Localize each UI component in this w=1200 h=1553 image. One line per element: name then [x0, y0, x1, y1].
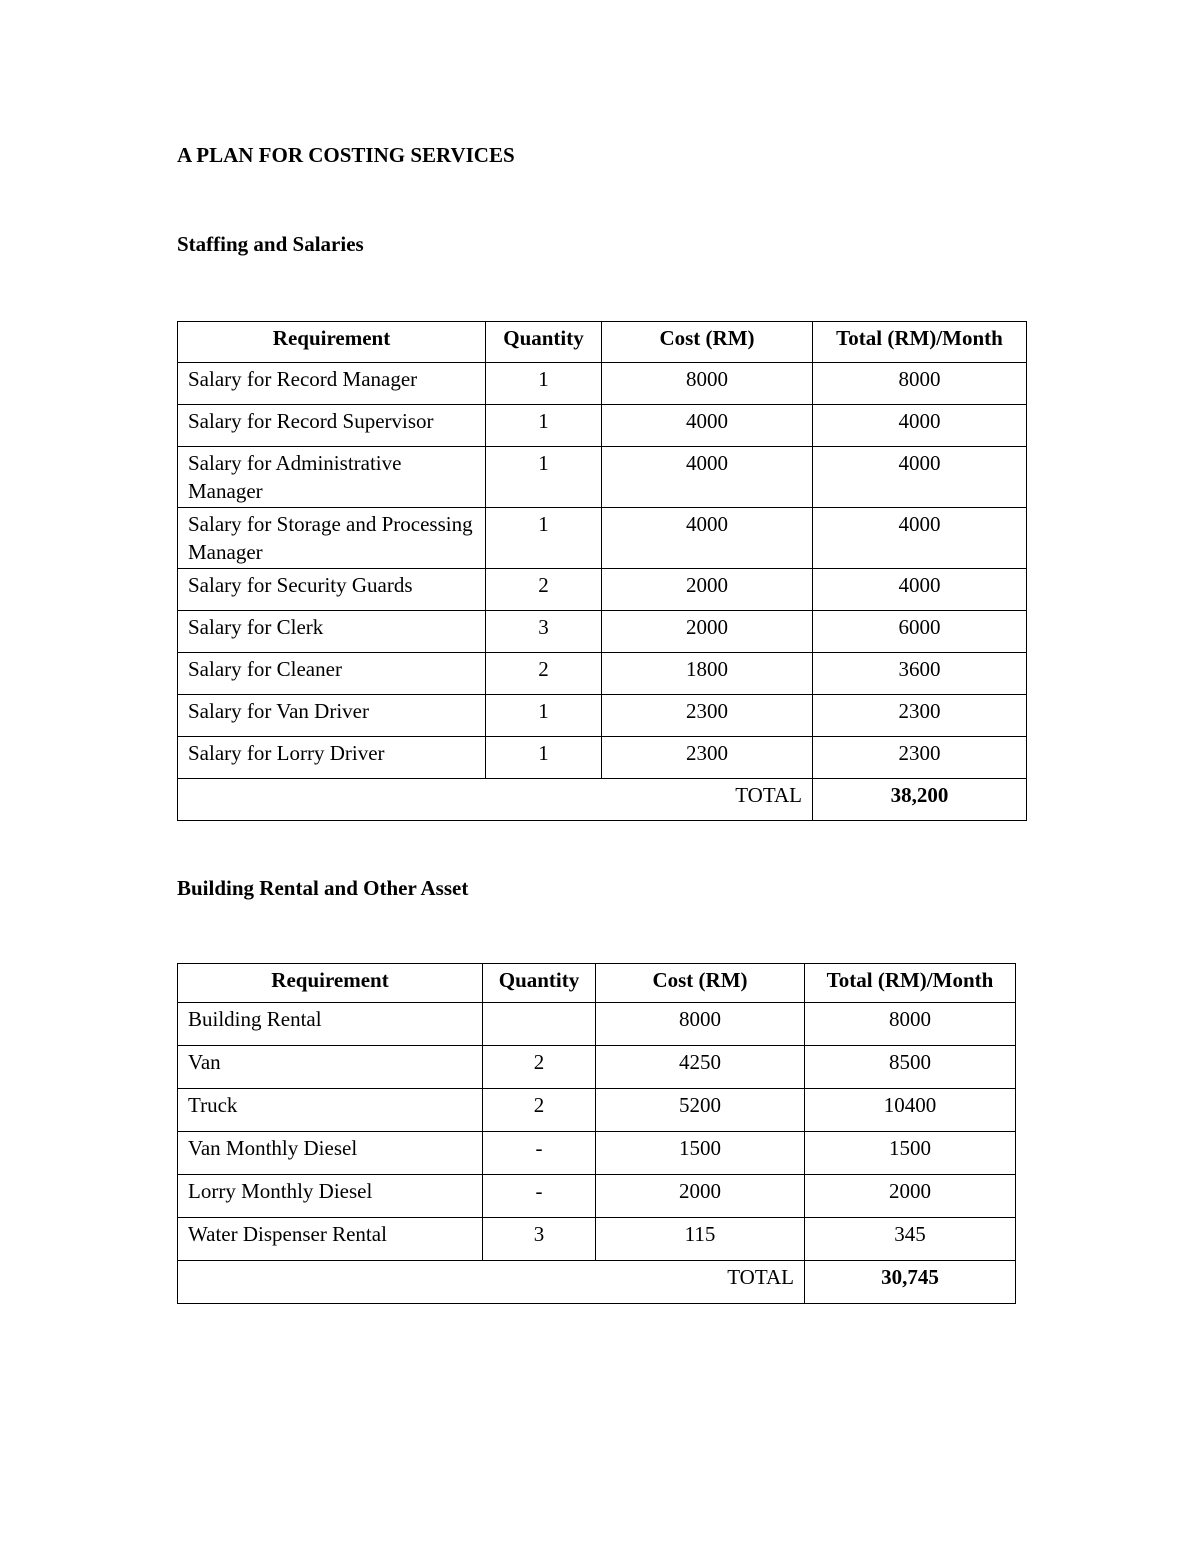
requirement-cell: Salary for Cleaner	[178, 653, 486, 695]
total-cell: 345	[805, 1218, 1016, 1261]
table-row	[178, 1132, 1016, 1175]
table-row	[178, 363, 1027, 405]
cost-cell: 1800	[602, 653, 813, 695]
total-cell: 2300	[813, 737, 1027, 779]
table-header-row	[178, 964, 1016, 1003]
quantity-cell: 3	[483, 1218, 596, 1261]
cost-cell: 1500	[596, 1132, 805, 1175]
requirement-cell: Salary for Record Supervisor	[178, 405, 486, 447]
quantity-cell: 1	[486, 447, 602, 508]
total-cell: 1500	[805, 1132, 1016, 1175]
cost-cell: 4000	[602, 405, 813, 447]
column-header-total-month: Total (RM)/Month	[813, 322, 1027, 363]
quantity-cell: -	[483, 1132, 596, 1175]
requirement-cell: Lorry Monthly Diesel	[178, 1175, 483, 1218]
column-header-cost: Cost (RM)	[596, 964, 805, 1003]
requirement-cell: Salary for Lorry Driver	[178, 737, 486, 779]
total-label: TOTAL	[178, 1261, 805, 1304]
quantity-cell: 2	[483, 1089, 596, 1132]
cost-cell: 2300	[602, 737, 813, 779]
quantity-cell: 2	[483, 1046, 596, 1089]
total-cell: 8500	[805, 1046, 1016, 1089]
total-row	[178, 779, 1027, 821]
requirement-cell: Van	[178, 1046, 483, 1089]
quantity-cell: 1	[486, 405, 602, 447]
section-heading-staffing: Staffing and Salaries	[177, 232, 364, 256]
cost-cell: 8000	[602, 363, 813, 405]
quantity-cell: 1	[486, 363, 602, 405]
quantity-cell: 1	[486, 737, 602, 779]
staffing-table	[177, 321, 1027, 821]
table-row	[178, 1089, 1016, 1132]
quantity-cell	[483, 1003, 596, 1046]
requirement-cell: Salary for Administrative Manager	[178, 447, 486, 508]
table-row	[178, 653, 1027, 695]
table-row	[178, 447, 1027, 508]
table-row	[178, 1175, 1016, 1218]
column-header-requirement: Requirement	[178, 322, 486, 363]
total-cell: 4000	[813, 405, 1027, 447]
quantity-cell: 2	[486, 569, 602, 611]
total-cell: 4000	[813, 569, 1027, 611]
total-cell: 8000	[805, 1003, 1016, 1046]
column-header-requirement: Requirement	[178, 964, 483, 1003]
total-value: 30,745	[805, 1261, 1016, 1304]
cost-cell: 5200	[596, 1089, 805, 1132]
requirement-cell: Salary for Van Driver	[178, 695, 486, 737]
cost-cell: 2000	[596, 1175, 805, 1218]
cost-cell: 4000	[602, 508, 813, 569]
requirement-cell: Water Dispenser Rental	[178, 1218, 483, 1261]
total-cell: 10400	[805, 1089, 1016, 1132]
table-row	[178, 611, 1027, 653]
total-label: TOTAL	[178, 779, 813, 821]
total-cell: 2000	[805, 1175, 1016, 1218]
quantity-cell: 1	[486, 695, 602, 737]
cost-cell: 2300	[602, 695, 813, 737]
cost-cell: 8000	[596, 1003, 805, 1046]
table-row	[178, 508, 1027, 569]
quantity-cell: -	[483, 1175, 596, 1218]
total-cell: 4000	[813, 508, 1027, 569]
cost-cell: 4000	[602, 447, 813, 508]
table-row	[178, 695, 1027, 737]
cost-cell: 4250	[596, 1046, 805, 1089]
quantity-cell: 1	[486, 508, 602, 569]
total-cell: 4000	[813, 447, 1027, 508]
total-cell: 3600	[813, 653, 1027, 695]
column-header-cost: Cost (RM)	[602, 322, 813, 363]
quantity-cell: 3	[486, 611, 602, 653]
requirement-cell: Salary for Storage and Processing Manager	[178, 508, 486, 569]
total-cell: 2300	[813, 695, 1027, 737]
total-cell: 8000	[813, 363, 1027, 405]
table-row	[178, 569, 1027, 611]
section-heading-building: Building Rental and Other Asset	[177, 876, 469, 900]
column-header-quantity: Quantity	[486, 322, 602, 363]
total-row	[178, 1261, 1016, 1304]
table-row	[178, 1003, 1016, 1046]
requirement-cell: Truck	[178, 1089, 483, 1132]
cost-cell: 115	[596, 1218, 805, 1261]
table-row	[178, 1046, 1016, 1089]
column-header-quantity: Quantity	[483, 964, 596, 1003]
building-table	[177, 963, 1016, 1304]
total-cell: 6000	[813, 611, 1027, 653]
requirement-cell: Salary for Security Guards	[178, 569, 486, 611]
table-row	[178, 737, 1027, 779]
document-title: A PLAN FOR COSTING SERVICES	[177, 143, 515, 167]
requirement-cell: Building Rental	[178, 1003, 483, 1046]
requirement-cell: Salary for Clerk	[178, 611, 486, 653]
table-row	[178, 405, 1027, 447]
cost-cell: 2000	[602, 611, 813, 653]
requirement-cell: Salary for Record Manager	[178, 363, 486, 405]
requirement-cell: Van Monthly Diesel	[178, 1132, 483, 1175]
quantity-cell: 2	[486, 653, 602, 695]
table-row	[178, 1218, 1016, 1261]
table-header-row	[178, 322, 1027, 363]
total-value: 38,200	[813, 779, 1027, 821]
column-header-total-month: Total (RM)/Month	[805, 964, 1016, 1003]
cost-cell: 2000	[602, 569, 813, 611]
